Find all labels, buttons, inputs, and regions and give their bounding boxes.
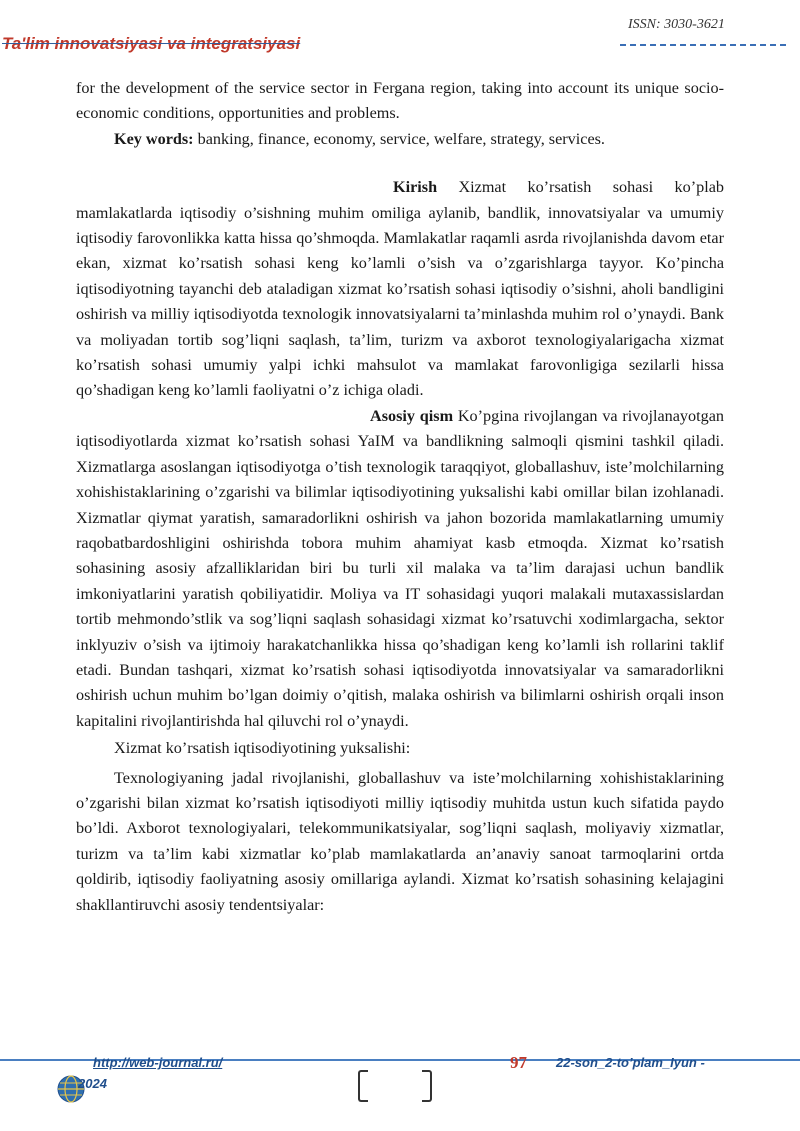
asosiy-heading: Asosiy qism — [370, 406, 454, 425]
keywords-label: Key words: — [114, 129, 194, 148]
footer-year: 2024 — [78, 1076, 107, 1091]
kirish-text: Xizmat ko’rsatish sohasi ko’plab mamlakatlarda iqtisodiy o’sishning muhim omiliga aylanib, bandlik, innovatsiyalar va umumiy iqtisodiy farovonlikka katta hissa qo’shmoqda. Mamlakatlar raqamli asrda rivojlanishda davom etar ekan, xizmat ko’rsatish sohasi keng ko’lamli o’sish va o’zgarishlarga tayyor. Ko’pincha iqtisodiyotning tayanchi deb ataladigan xizmat ko’rsatish sohasi iqtisodiy o’sishni, aholi bandligini oshirish va milliy iqtisodiyotda texnologik innovatsiyalarni ta’minlashda muhim rol o’ynaydi. Bank va moliyadan tortib sog’liqni saqlash, ta’lim, turizm va axborot texnologiyalarigacha xizmat ko’rsatish sohasi umumiy yalpi ichki mahsulot va mamlakat farovonligiga sezilarli hissa qo’shadigan keng ko’lamli faoliyatni o’z ichiga oladi. — [76, 178, 724, 400]
journal-title: Ta'lim innovatsiyasi va integratsiyasi — [2, 34, 301, 53]
issue-label: 22-son_2-to’plam_Iyun - — [556, 1055, 705, 1070]
footer-url-link[interactable]: http://web-journal.ru/ — [93, 1055, 223, 1070]
keywords-text: banking, finance, economy, service, welfare, strategy, services. — [193, 129, 605, 148]
final-paragraph: Texnologiyaning jadal rivojlanishi, globallashuv va iste’molchilarning xohishistaklarining o’zgarishi bilan xizmat ko’rsatish iqtisodiyoti milliy iqtisodiy muhitda ustun kuch sifatida paydo bo’ldi. Axborot texnologiyalari, telekommunikatsiyalar, sog’liqni saqlash, moliyaviy xizmatlar, turizm va ta’lim kabi xizmatlar ko’plab mamlakatlarda an’anaviy sanoat tarmoqlarini ortda qoldirib, iqtisodiy faoliyatning asosiy omillariga aylandi. Xizmat ko’rsatish sohasining kelajagini shakllantiruvchi asosiy tendentsiyalar: — [76, 768, 724, 914]
section-subheading: Xizmat ko’rsatish iqtisodiyotining yuksalishi: — [114, 739, 411, 758]
article-body — [76, 76, 724, 918]
header-dashed-rule — [620, 44, 786, 46]
bracket-left — [358, 1070, 368, 1102]
page-number: 97 — [510, 1053, 527, 1072]
bracket-right — [422, 1070, 432, 1102]
keywords-paragraph — [76, 127, 724, 152]
asosiy-text: Ko’pgina rivojlangan va rivojlanayotgan iqtisodiyotlarda xizmat ko’rsatish sohasi YaIM va bandlikning salmoqli qismini tashkil qiladi. Xizmatlarga asoslangan iqtisodiyotga o’tish texnologik taraqqiyot, globallashuv, iste’molchilarning xohishistaklarining o’zgarishi va bilimlar iqtisodiyotining yuksalishi kabi omillar bilan izohlanadi. Xizmatlar qiymat yaratish, samaradorlikni oshirish va jahon bozorida mamlakatlarning umumiy raqobatbardoshligini oshirishda tobora muhim ahamiyat kasb etmoqda. Xizmat ko’rsatish sohasining asosiy afzalliklaridan biri bu turli xil malaka va ta’lim darajasi uchun bandlik imkoniyatlarini yaratish qobiliyatidir. Moliya va IT sohasidagi yuqori malakali mutaxassislardan tortib mehmondo’stlik va sog’liqni saqlash sohasidagi xizmat ko’rsatuvchi xodimlargacha, sektor inklyuziv o’sish va ijtimoiy harakatchanlikka hissa qo’shadigan keng ko’lamli ish rollarini taklif etadi. Bundan tashqari, xizmat ko’rsatish sohasi iqtisodiyotda innovatsiyalar va samaradorlikni oshirish uchun muhim bo’lgan doimiy o’qitish, malaka oshirish va bilimlarni oshirish orqali inson kapitalini rivojlantirishda hal qiluvchi rol o’ynaydi. — [76, 406, 724, 730]
issn-label: ISSN: 3030-3621 — [628, 17, 725, 32]
kirish-heading: Kirish — [393, 178, 438, 197]
kirish-paragraph — [76, 175, 724, 404]
abstract-tail: for the development of the service sector in Fergana region, taking into account its unique socio-economic conditions, opportunities and problems. — [76, 79, 724, 123]
asosiy-paragraph — [76, 404, 724, 734]
